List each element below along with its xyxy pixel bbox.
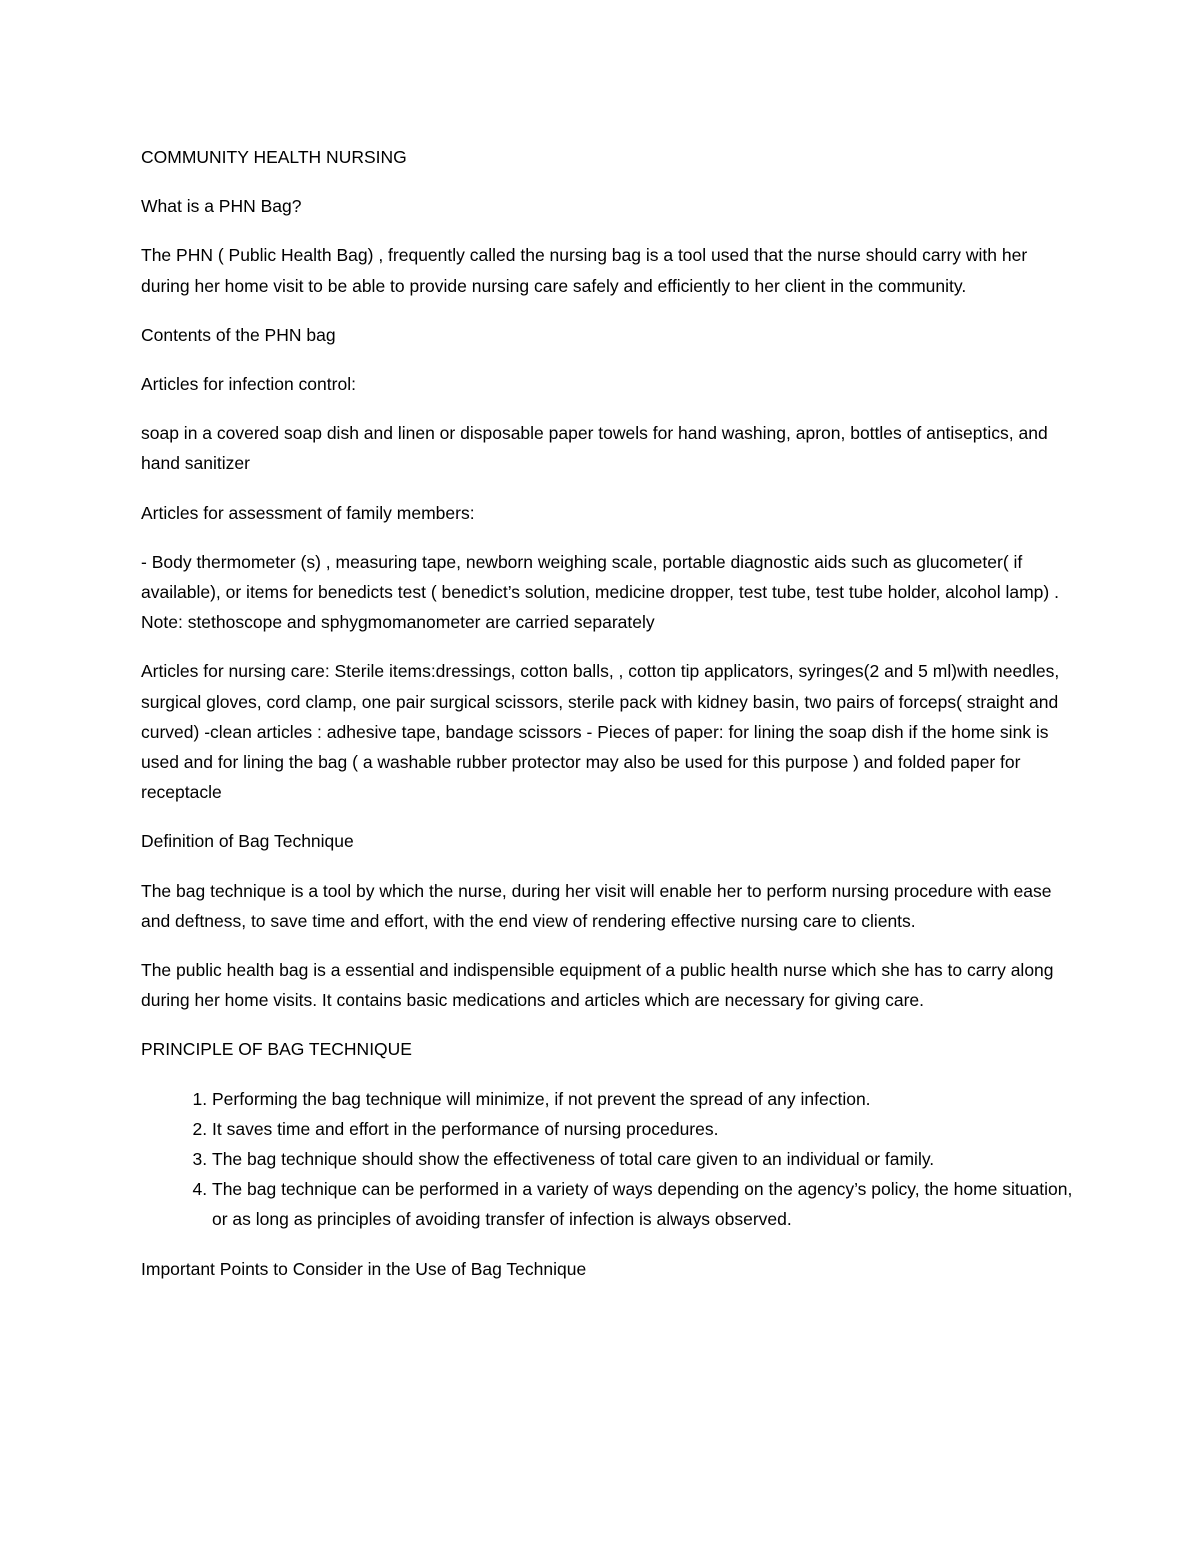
document-title: COMMUNITY HEALTH NURSING [141,147,407,167]
important-points-heading: Important Points to Consider in the Use of Bag Technique [141,1258,587,1279]
contents-heading: Contents of the PHN bag [141,324,336,345]
public-health-bag-paragraph: The public health bag is a essential and indispensible equipment of a public health nurse which she has to carry along during her home visits. It contains basic medications and articles which are necessary for giving care. [141,960,1054,1011]
principles-list [141,1084,1076,1235]
list-item: 4. The bag technique can be performed in a variety of ways depending on the agency’s policy, the home situation, or as long as principles of avoiding transfer of infection is always observed. [212,1174,1076,1234]
question-phn-bag: What is a PHN Bag? [141,196,302,217]
assessment-heading: Articles for assessment of family members: [141,502,475,523]
definition-paragraph: The bag technique is a tool by which the nurse, during her visit will enable her to perform nursing procedure with ease and deftness, to save time and effort, with the end view of rendering effective nursing care to clients. [141,880,1052,931]
document-body [141,142,1076,1303]
phn-definition-paragraph: The PHN ( Public Health Bag) , frequently called the nursing bag is a tool used that the nurse should carry with her during her home visit to be able to provide nursing care safely and efficiently to her client in the community. [141,245,1028,296]
list-item: 3. The bag technique should show the effectiveness of total care given to an individual or family. [212,1144,1076,1174]
principle-heading: PRINCIPLE OF BAG TECHNIQUE [141,1039,412,1060]
assessment-items: - Body thermometer (s) , measuring tape, newborn weighing scale, portable diagnostic aids such as glucometer( if available), or items for benedicts test ( benedict’s solution, medicine dropper, test tube, test tube holder, alcohol lamp) . Note: stethoscope and sphygmomanometer are carried separately [141,551,1059,633]
nursing-care-paragraph: Articles for nursing care: Sterile items:dressings, cotton balls, , cotton tip applicators, syringes(2 and 5 ml)with needles, surgical gloves, cord clamp, one pair surgical scissors, sterile pack with kidney basin, two pairs of forceps( straight and curved) -clean articles : adhesive tape, bandage scissors - Pieces of paper: for lining the soap dish if the home sink is used and for lining the bag ( a washable rubber protector may also be used for this purpose ) and folded paper for receptacle [141,661,1060,803]
infection-control-heading: Articles for infection control: [141,374,356,395]
list-item: 2. It saves time and effort in the performance of nursing procedures. [212,1114,1076,1144]
infection-control-items: soap in a covered soap dish and linen or disposable paper towels for hand washing, apron, bottles of antiseptics, and hand sanitizer [141,423,1048,474]
definition-heading: Definition of Bag Technique [141,831,354,852]
list-item: 1. Performing the bag technique will minimize, if not prevent the spread of any infection. [212,1084,1076,1114]
